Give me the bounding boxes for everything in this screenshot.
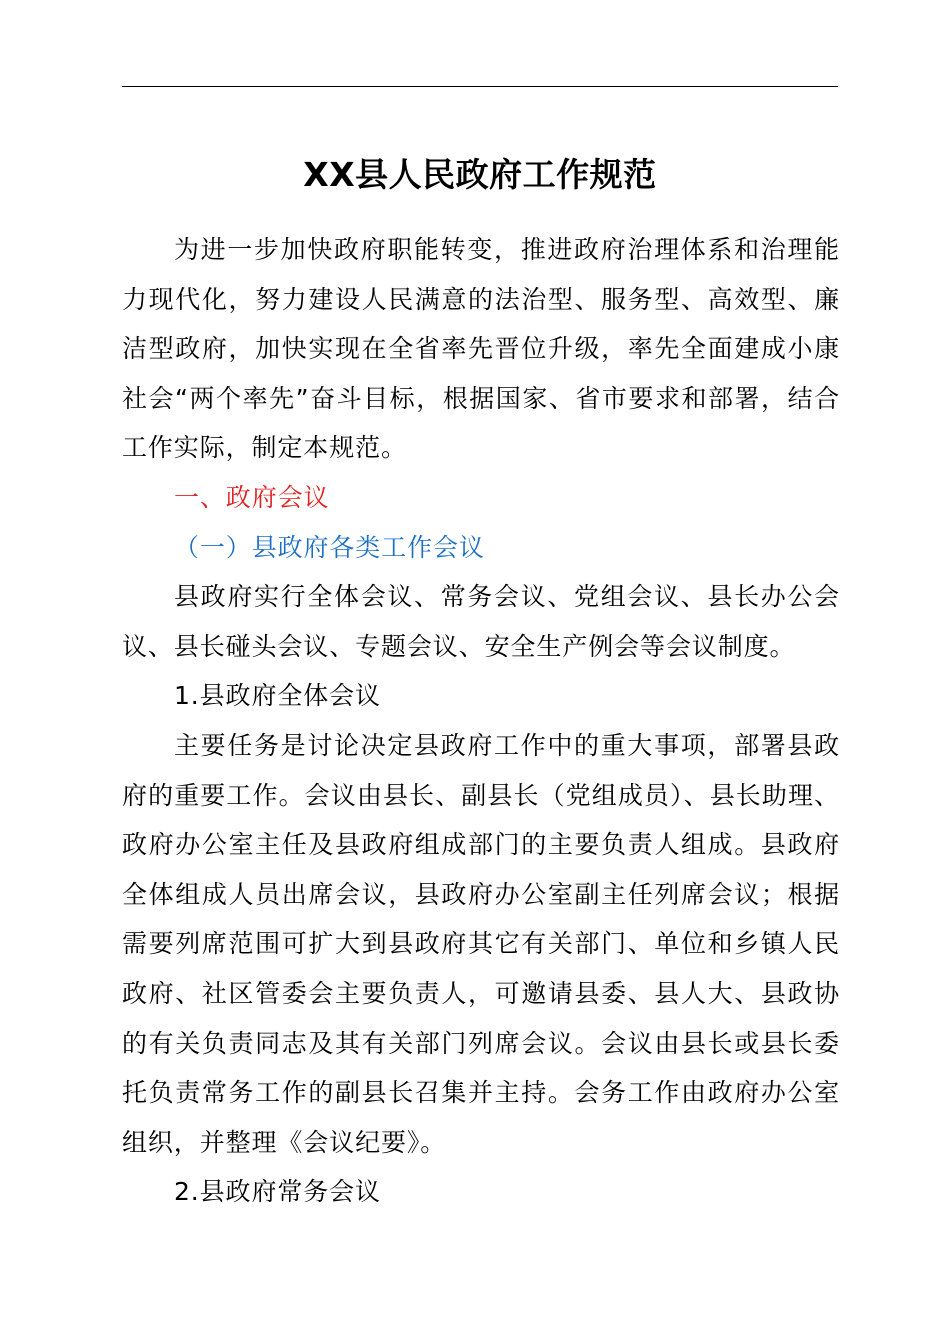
item-heading-executive-meeting: 2.县政府常务会议: [174, 1177, 381, 1207]
document-body: [122, 225, 840, 1217]
section-heading-government-meetings: 一、政府会议: [174, 482, 330, 512]
document-title: XX县人民政府工作规范: [303, 155, 657, 194]
intro-paragraph: 为进一步加快政府职能转变，推进政府治理体系和治理能力现代化，努力建设人民满意的法治型、服务型、高效型、廉洁型政府，加快实现在全省率先晋位升级，率先全面建成小康社会“两个率先”奋斗目标，根据国家、省市要求和部署，结合工作实际，制定本规范。: [122, 235, 840, 463]
subsection-heading-meeting-types: （一）县政府各类工作会议: [174, 532, 485, 562]
plenary-meeting-paragraph: 主要任务是讨论决定县政府工作中的重大事项，部署县政府的重要工作。会议由县长、副县长（党组成员）、县长助理、政府办公室主任及县政府组成部门的主要负责人组成。县政府全体组成人员出席会议，县政府办公室副主任列席会议；根据需要列席范围可扩大到县政府其它有关部门、单位和乡镇人民政府、社区管委会主要负责人，可邀请县委、县人大、县政协的有关负责同志及其有关部门列席会议。会议由县长或县长委托负责常务工作的副县长召集并主持。会务工作由政府办公室组织，并整理《会议纪要》。: [122, 730, 840, 1157]
meeting-system-paragraph: 县政府实行全体会议、常务会议、党组会议、县长办公会议、县长碰头会议、专题会议、安全生产例会等会议制度。: [122, 582, 840, 661]
item-heading-plenary-meeting: 1.县政府全体会议: [174, 681, 381, 711]
header-rule: [122, 86, 838, 87]
